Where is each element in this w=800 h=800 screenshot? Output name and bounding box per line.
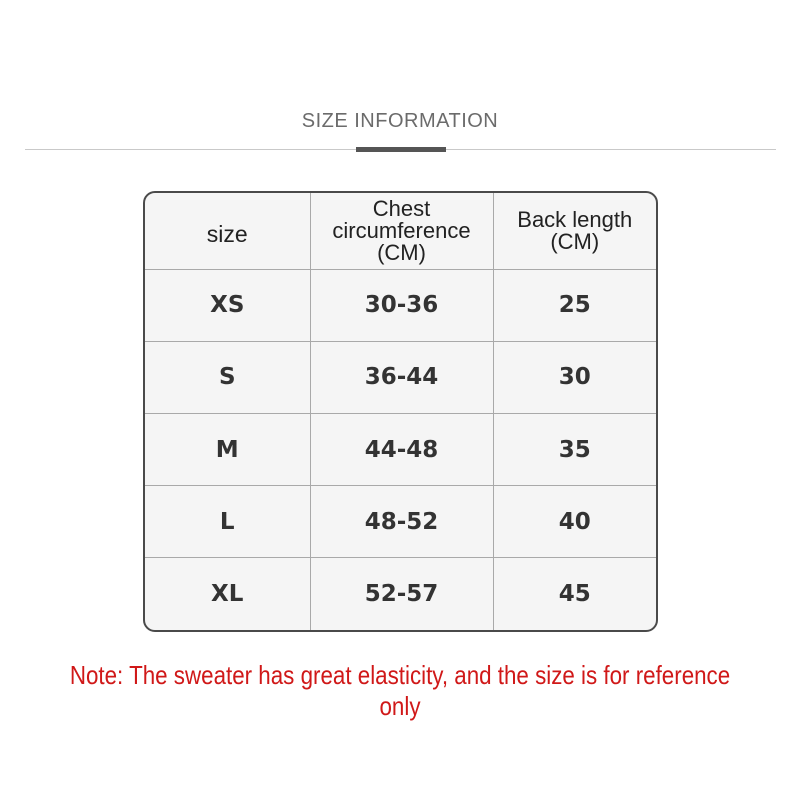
size-table	[145, 193, 656, 630]
cell-chest: 30-36	[310, 269, 493, 341]
cell-size: L	[145, 486, 310, 558]
cell-size: M	[145, 413, 310, 485]
cell-size: S	[145, 341, 310, 413]
header-chest	[310, 193, 493, 269]
cell-size: XL	[145, 558, 310, 630]
size-table-container	[143, 191, 658, 632]
cell-back: 25	[493, 269, 656, 341]
header-size: size	[145, 193, 310, 269]
cell-back: 35	[493, 413, 656, 485]
cell-chest: 36-44	[310, 341, 493, 413]
cell-back: 40	[493, 486, 656, 558]
cell-back: 30	[493, 341, 656, 413]
header-back-length: Back length (CM)	[493, 193, 656, 269]
cell-chest: 44-48	[310, 413, 493, 485]
table-header-row	[145, 193, 656, 269]
cell-size: XS	[145, 269, 310, 341]
table-row	[145, 558, 656, 630]
cell-back: 45	[493, 558, 656, 630]
header-chest-line2: circumference (CM)	[332, 217, 471, 265]
header-chest-line1: Chest	[372, 195, 431, 221]
table-row	[145, 486, 656, 558]
title-divider-accent	[356, 147, 446, 152]
table-row	[145, 269, 656, 341]
cell-chest: 52-57	[310, 558, 493, 630]
page-title: SIZE INFORMATION	[301, 110, 499, 132]
table-row	[145, 341, 656, 413]
cell-chest: 48-52	[310, 486, 493, 558]
table-row	[145, 413, 656, 485]
reference-note: Note: The sweater has great elasticity, and the size is for reference only	[69, 660, 731, 721]
